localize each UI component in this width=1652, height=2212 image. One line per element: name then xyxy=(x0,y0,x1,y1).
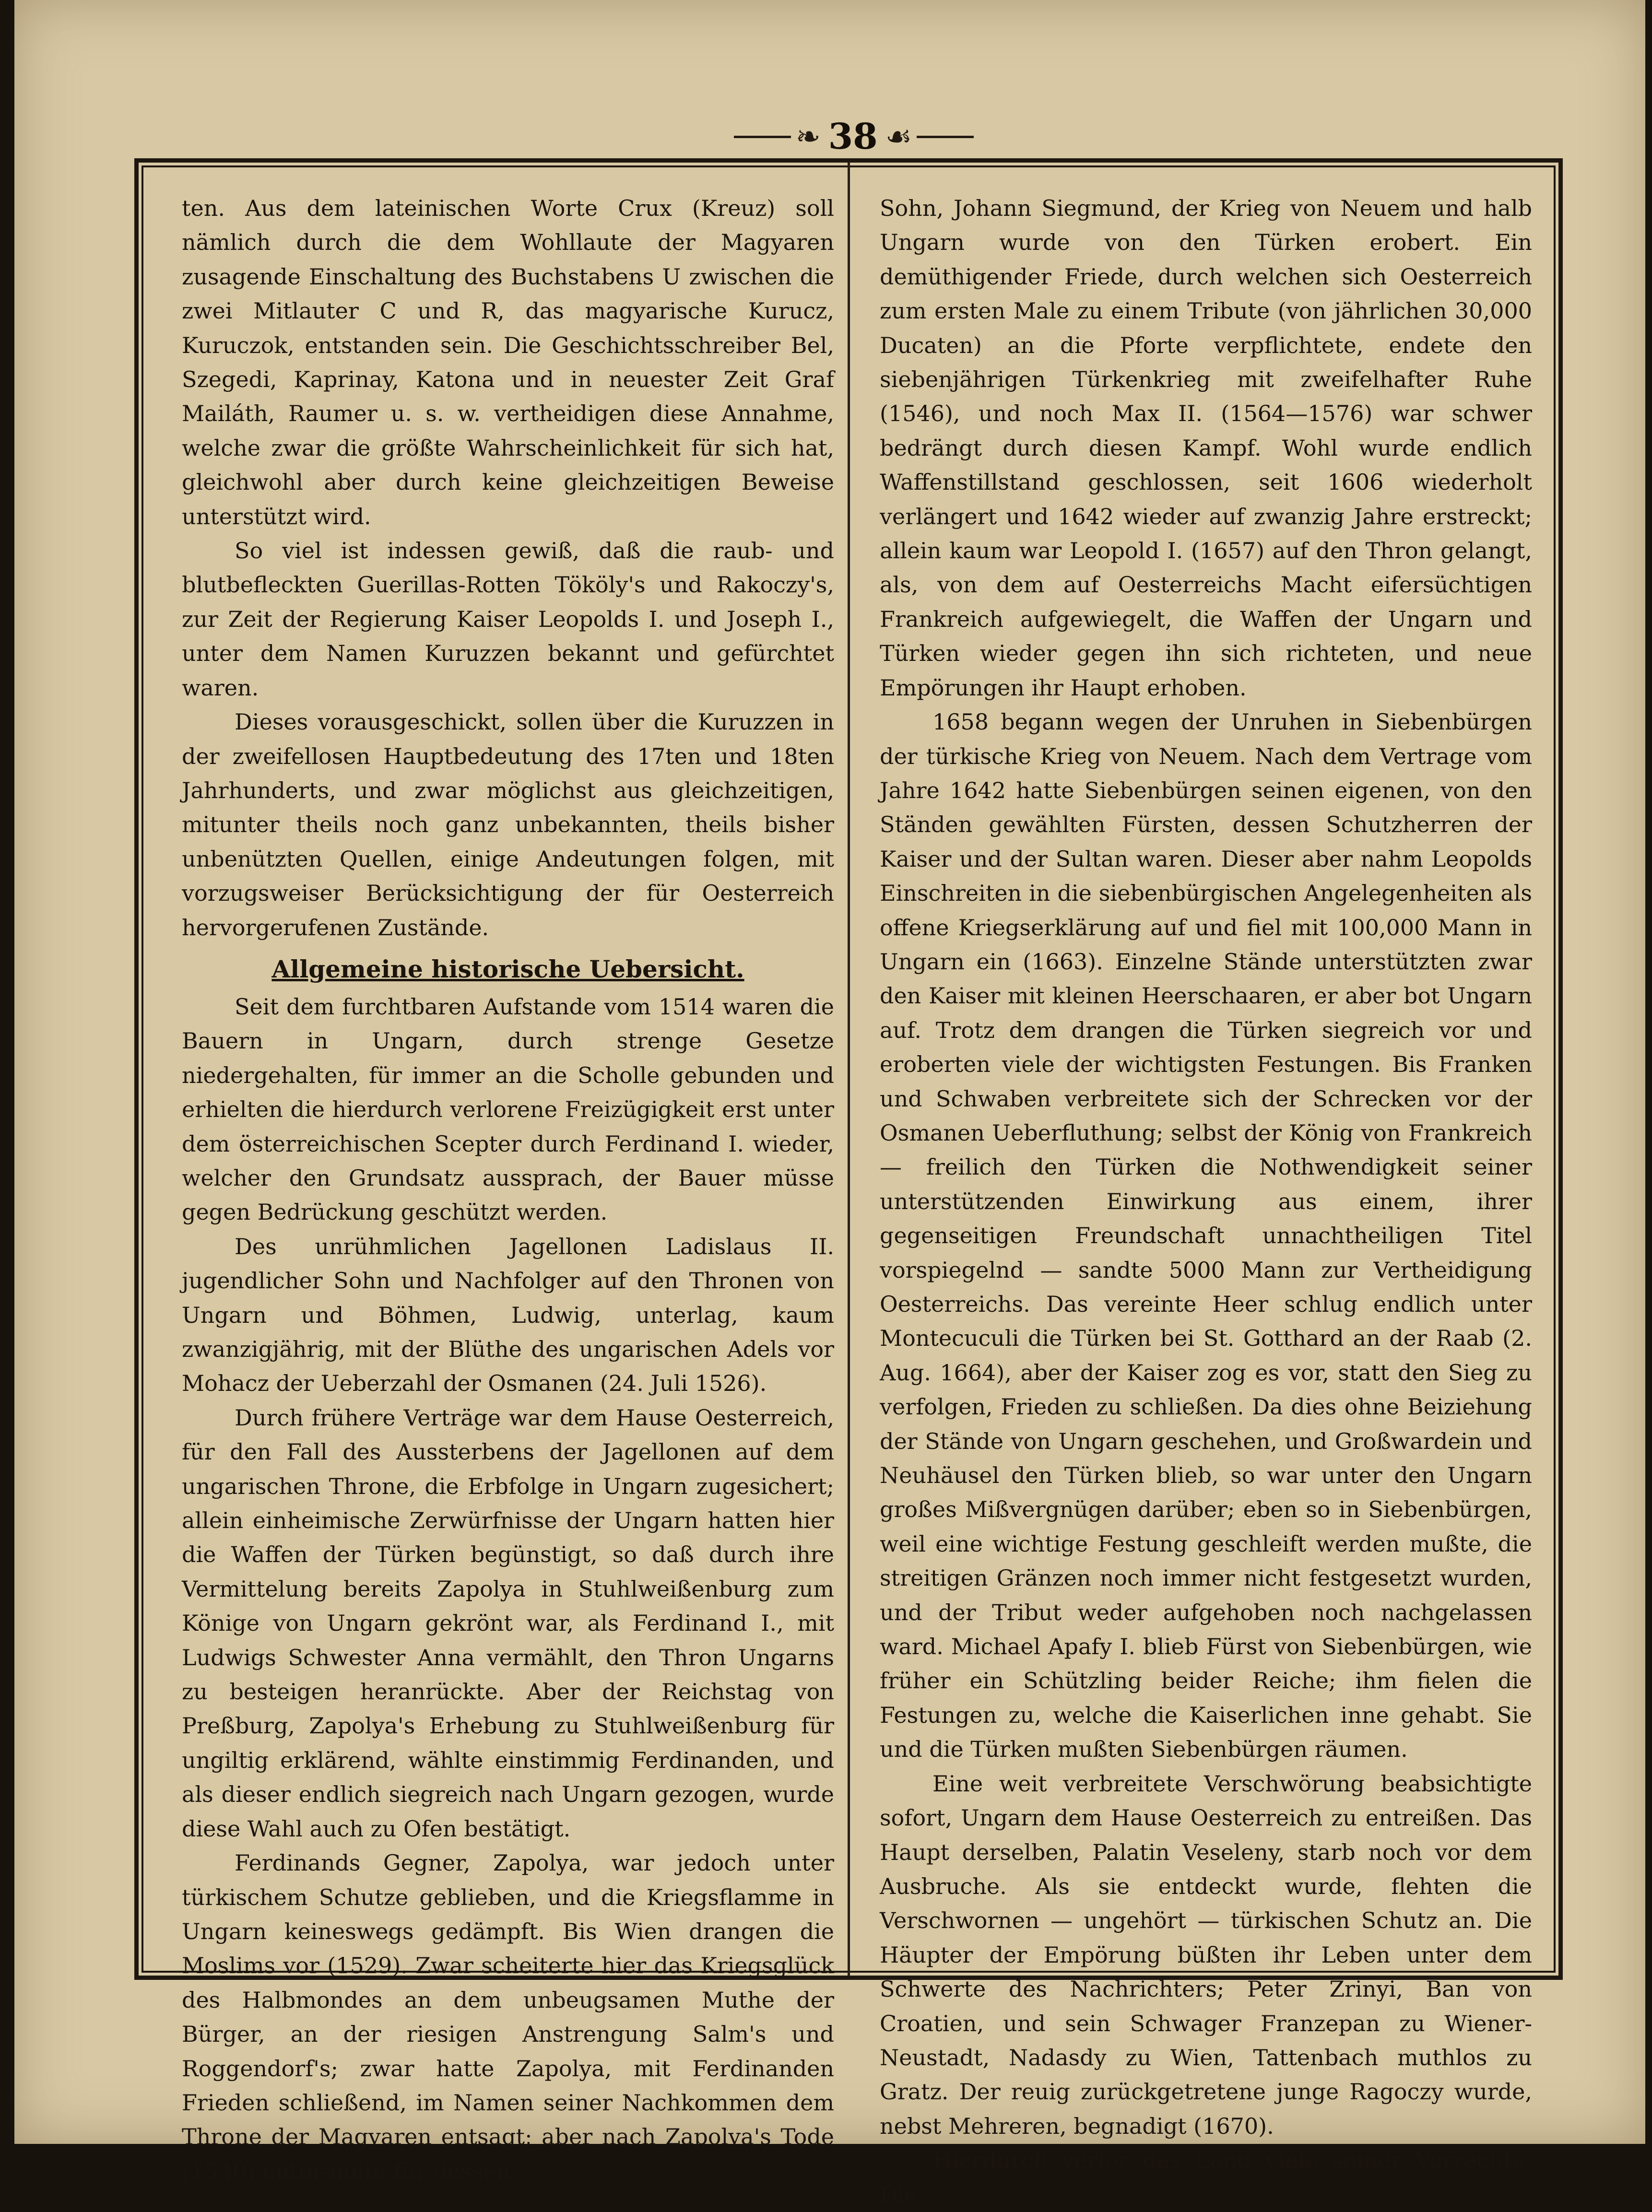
page-number: 38 xyxy=(828,116,878,157)
newspaper-page xyxy=(14,0,1645,2208)
header-rule-right xyxy=(917,136,974,138)
left-paragraph-5: Des unrühmlichen Jagellonen Ladislaus II. jugendlicher Sohn und Nachfolger auf den Thronen von Ungarn und Böhmen, Ludwig, unterlag, kaum zwanzigjährig, mit der Blüthe des ungarischen Adels vor Mohacz der Ueberzahl der Osmanen (24. Juli 1526). xyxy=(182,1233,834,1397)
left-column xyxy=(182,191,834,2184)
left-paragraph-4: Seit dem furchtbaren Aufstande vom 1514 waren die Bauern in Ungarn, durch strenge Gesetze niedergehalten, für immer an die Scholle gebunden und erhielten die hierdurch verlorene Freizügigkeit erst unter dem österreichischen Scepter durch Ferdinand I. wieder, welcher den Grundsatz aussprach, der Bauer müsse gegen Bedrückung geschützt werden. xyxy=(182,993,834,1225)
ornament-right: ☙ xyxy=(885,119,912,154)
left-paragraph-3: Dieses vorausgeschickt, sollen über die Kuruzzen in der zweifellosen Hauptbedeutung des 17ten und 18ten Jahrhunderts, und zwar möglichst aus gleichzeitigen, mitunter theils noch ganz unbekannten, theils bisher unbenützten Quellen, einige Andeutungen folgen, mit vorzugsweiser Berücksichtigung der für Oesterreich hervorgerufenen Zustände. xyxy=(182,709,834,941)
right-paragraph-4: Hierdurch verlor das Land viele seiner Vorrechte. Die xyxy=(880,2147,1532,2208)
header-rule-left xyxy=(734,136,791,138)
left-paragraph-6: Durch frühere Verträge war dem Hause Oesterreich, für den Fall des Aussterbens der Jagellonen auf dem ungarischen Throne, die Erbfolge in Ungarn zugesichert; allein einheimische Zerwürfnisse der Ungarn hatten hier die Waffen der Türken begünstigt, so daß durch ihre Vermittelung bereits Zapolya in Stuhlweißenburg zum Könige von Ungarn gekrönt war, als Ferdinand I., mit Ludwigs Schwester Anna vermählt, den Thron Ungarns zu besteigen heranrückte. Aber der Reichstag von Preßburg, Zapolya's Erhebung zu Stuhlweißenburg für ungiltig erklärend, wählte einstimmig Ferdinanden, und als dieser endlich siegreich nach Ungarn gezogen, wurde diese Wahl auch zu Ofen bestätigt. xyxy=(182,1404,834,1842)
right-paragraph-1: Sohn, Johann Siegmund, der Krieg von Neuem und halb Ungarn wurde von den Türken erobert. Ein demüthigender Friede, durch welchen sich Oesterreich zum ersten Male zu einem Tribute (von jährlichen 30,000 Ducaten) an die Pforte verpflichtete, endete den siebenjährigen Türkenkrieg mit zweifelhafter Ruhe (1546), und noch Max II. (1564—1576) war schwer bedrängt durch diesen Kampf. Wohl wurde endlich Waffenstillstand geschlossen, seit 1606 wiederholt verlängert und 1642 wieder auf zwanzig Jahre erstreckt; allein kaum war Leopold I. (1657) auf den Thron gelangt, als, von dem auf Oesterreichs Macht eifersüchtigen Frankreich aufgewiegelt, die Waffen der Ungarn und Türken wieder gegen ihn sich richteten, und neue Empörungen ihr Haupt erhoben. xyxy=(880,195,1532,701)
right-paragraph-3: Eine weit verbreitete Verschwörung beabsichtigte sofort, Ungarn dem Hause Oesterreich zu entreißen. Das Haupt derselben, Palatin Veseleny, starb noch vor dem Ausbruche. Als sie entdeckt wurde, flehten die Verschwornen — ungehört — türkischen Schutz an. Die Häupter der Empörung büßten ihr Leben unter dem Schwerte des Nachrichters; Peter Zrinyi, Ban von Croatien, und sein Schwager Franzepan zu Wiener-Neustadt, Nadasdy zu Wien, Tattenbach muthlos zu Gratz. Der reuig zurückgetretene junge Ragoczy wurde, nebst Mehreren, begnadigt (1670). xyxy=(880,1770,1532,2139)
section-heading: Allgemeine historische Uebersicht. xyxy=(271,954,744,983)
right-column xyxy=(880,191,1532,2208)
right-paragraph-2: 1658 begann wegen der Unruhen in Siebenbürgen der türkische Krieg von Neuem. Nach dem Vertrage vom Jahre 1642 hatte Siebenbürgen seinen eigenen, von den Ständen gewählten Fürsten, dessen Schutzherren der Kaiser und der Sultan waren. Dieser aber nahm Leopolds Einschreiten in die siebenbürgischen Angelegenheiten als offene Kriegserklärung auf und fiel mit 100,000 Mann in Ungarn ein (1663). Einzelne Stände unterstützten zwar den Kaiser mit kleinen Heerschaaren, er aber bot Ungarn auf. Trotz dem drangen die Türken siegreich vor und eroberten viele der wichtigsten Festungen. Bis Franken und Schwaben verbreitete sich der Schrecken vor der Osmanen Ueberfluthung; selbst der König von Frankreich — freilich den Türken die Nothwendigkeit seiner unterstützenden Einwirkung aus einem, ihrer gegenseitigen Freundschaft unnachtheiligen Titel vorspiegelnd — sandte 5000 Mann zur Vertheidigung Oesterreichs. Das vereinte Heer schlug endlich unter Montecuculi die Türken bei St. Gotthard an der Raab (2. Aug. 1664), aber der Kaiser zog es vor, statt den Sieg zu verfolgen, Frieden zu schließen. Da dies ohne Beiziehung der Stände von Ungarn geschehen, und Großwardein und Neuhäusel den Türken blieb, so war unter den Ungarn großes Mißvergnügen darüber; eben so in Siebenbürgen, weil eine wichtige Festung geschleift werden mußte, die streitigen Gränzen noch immer nicht festgesetzt wurden, und der Tribut weder aufgehoben noch nachgelassen ward. Michael Apafy I. blieb Fürst von Siebenbürgen, wie früher ein Schützling beider Reiche; ihm fielen die Festungen zu, welche die Kaiserlichen inne gehabt. Sie und die Türken mußten Siebenbürgen räumen. xyxy=(880,709,1532,1763)
left-paragraph-7: Ferdinands Gegner, Zapolya, war jedoch unter türkischem Schutze geblieben, und die Kriegsflamme in Ungarn keineswegs gedämpft. Bis Wien drangen die Moslims vor (1529). Zwar scheiterte hier das Kriegsglück des Halbmondes an dem unbeugsamen Muthe der Bürger, an der riesigen Anstrengung Salm's und Roggendorf's; zwar hatte Zapolya, mit Ferdinanden Frieden schließend, im Namen seiner Nachkommen dem Throne der Magyaren entsagt; aber nach Zapolya's Tode (1540) entbrannte für dessen xyxy=(182,1850,834,2184)
column-divider xyxy=(848,163,850,1976)
left-paragraph-1: ten. Aus dem lateinischen Worte Crux (Kreuz) soll nämlich durch die dem Wohllaute der Magyaren zusagende Einschaltung des Buchstabens U zwischen die zwei Mitlauter C und R, das magyarische Kurucz, Kuruczok, entstanden sein. Die Geschichtsschreiber Bel, Szegedi, Kaprinay, Katona und in neuester Zeit Graf Mailáth, Raumer u. s. w. vertheidigen diese Annahme, welche zwar die größte Wahrscheinlichkeit für sich hat, gleichwohl aber durch keine gleichzeitigen Beweise unterstützt wird. xyxy=(182,195,834,529)
page-header xyxy=(734,110,974,163)
text-frame xyxy=(134,158,1563,2208)
ornament-left: ❧ xyxy=(795,119,821,154)
left-paragraph-2: So viel ist indessen gewiß, daß die raub- und blutbefleckten Guerillas-Rotten Tököly's und Rakoczy's, zur Zeit der Regierung Kaiser Leopolds I. und Joseph I., unter dem Namen Kuruzzen bekannt und gefürchtet waren. xyxy=(182,538,834,701)
